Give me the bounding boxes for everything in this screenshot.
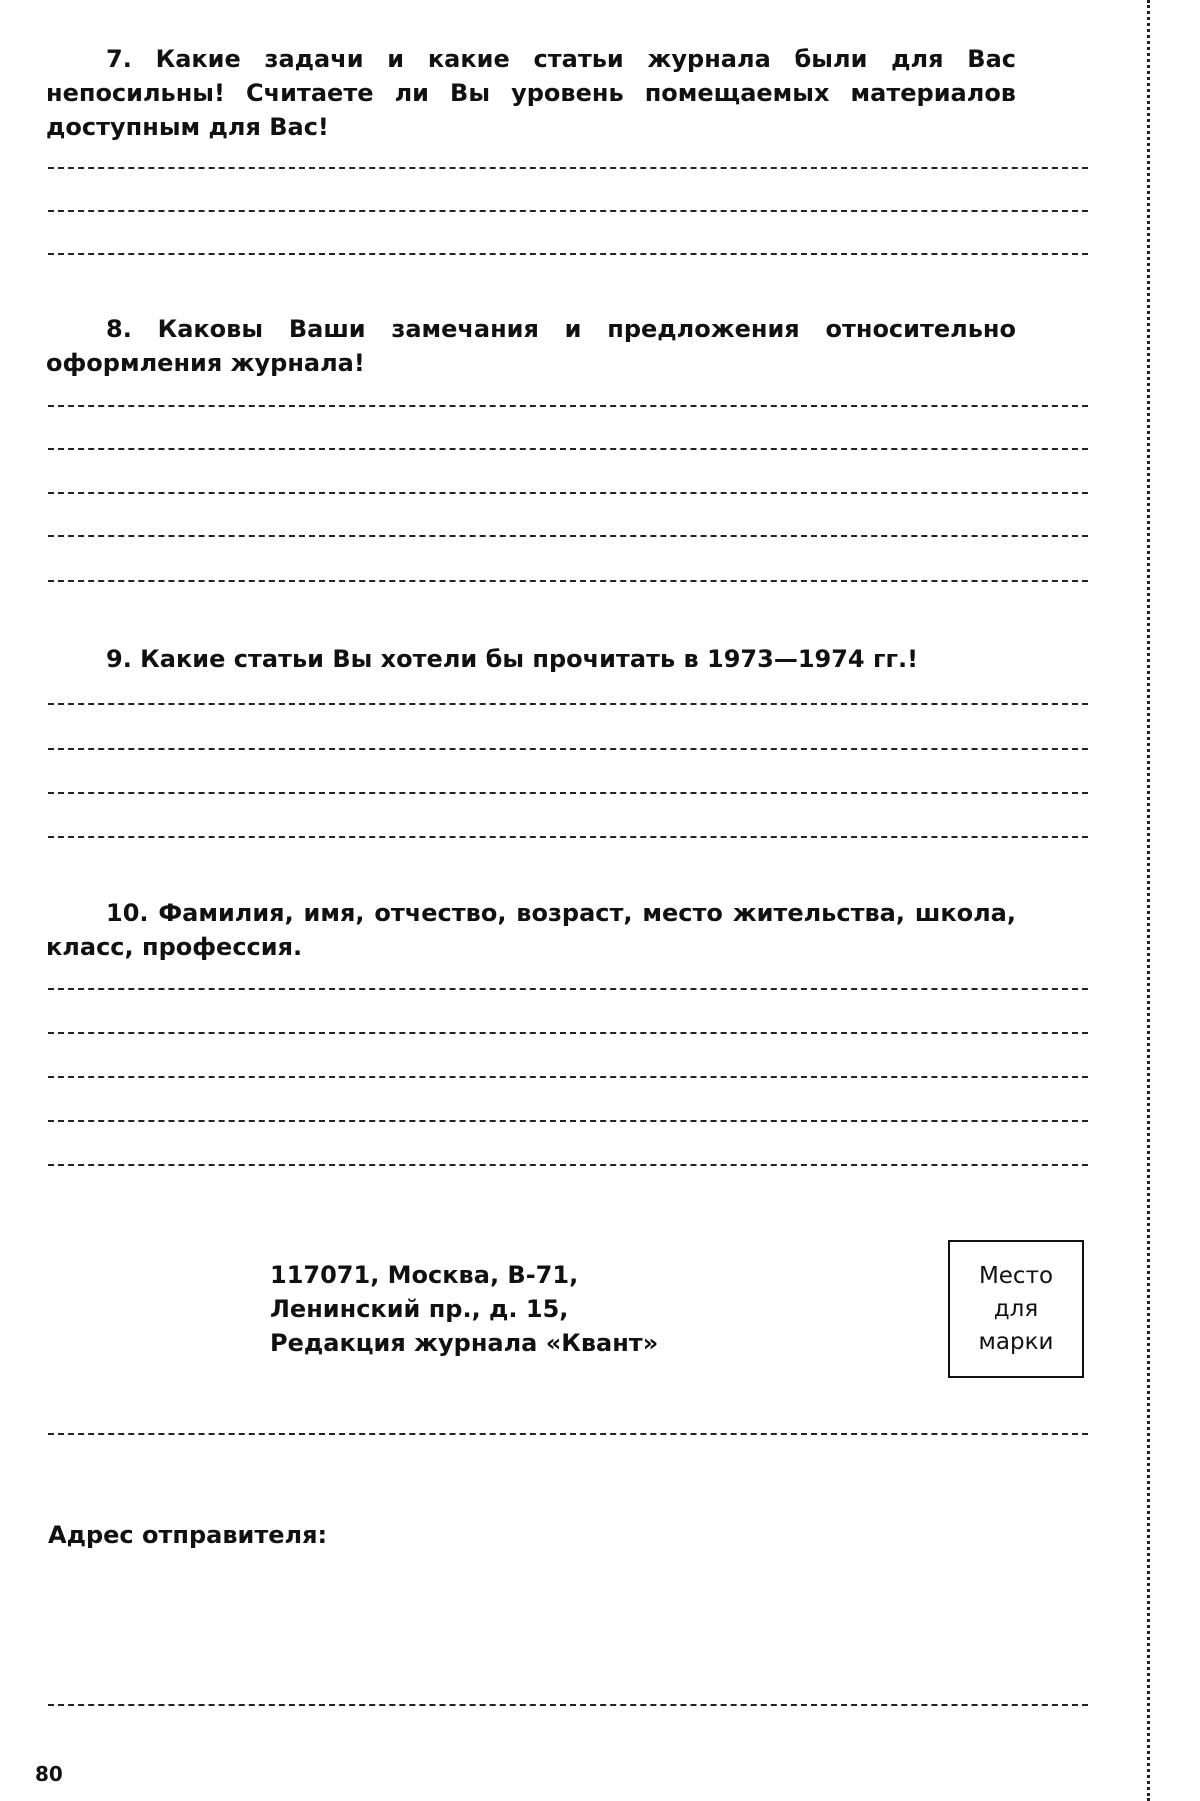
answer-line[interactable] (48, 580, 1088, 582)
answer-line[interactable] (48, 253, 1088, 255)
fold-line (48, 1433, 1088, 1435)
answer-line[interactable] (48, 1032, 1088, 1034)
address-line: 117071, Москва, В-71, (270, 1261, 579, 1289)
question-10: 10. Фамилия, имя, отчество, возраст, место жительства, школа, класс, профессия. (46, 899, 1016, 961)
answer-line[interactable] (48, 210, 1088, 212)
answer-line[interactable] (48, 988, 1088, 990)
sender-address-label: Адрес отправителя: (48, 1521, 328, 1549)
answer-line[interactable] (48, 448, 1088, 450)
stamp-label-line: Место (978, 1262, 1054, 1289)
answer-line[interactable] (48, 703, 1088, 705)
answer-line[interactable] (48, 792, 1088, 794)
answer-line[interactable] (48, 836, 1088, 838)
sender-address-line[interactable] (48, 1704, 1088, 1706)
recipient-address (270, 1258, 658, 1360)
page-number: 80 (35, 1762, 63, 1786)
answer-line[interactable] (48, 1076, 1088, 1078)
stamp-label-line: марки (978, 1328, 1054, 1355)
address-line: Ленинский пр., д. 15, (270, 1295, 569, 1323)
stamp-label-line: для (993, 1295, 1039, 1322)
answer-line[interactable] (48, 1120, 1088, 1122)
question-8: 8. Каковы Ваши замечания и предложения относительно оформления журнала! (46, 315, 1016, 377)
stamp-box (948, 1240, 1084, 1378)
answer-line[interactable] (48, 535, 1088, 537)
question-7: 7. Какие задачи и какие статьи журнала были для Вас непосильны! Считаете ли Вы уровень помещаемых материалов доступным для Вас! (46, 45, 1016, 141)
answer-line[interactable] (48, 748, 1088, 750)
address-line: Редакция журнала «Квант» (270, 1329, 659, 1357)
answer-line[interactable] (48, 492, 1088, 494)
answer-line[interactable] (48, 167, 1088, 169)
perforation-cut-line (1147, 0, 1150, 1801)
answer-line[interactable] (48, 1164, 1088, 1166)
question-9: 9. Какие статьи Вы хотели бы прочитать в 1973—1974 гг.! (106, 645, 919, 673)
answer-line[interactable] (48, 405, 1088, 407)
